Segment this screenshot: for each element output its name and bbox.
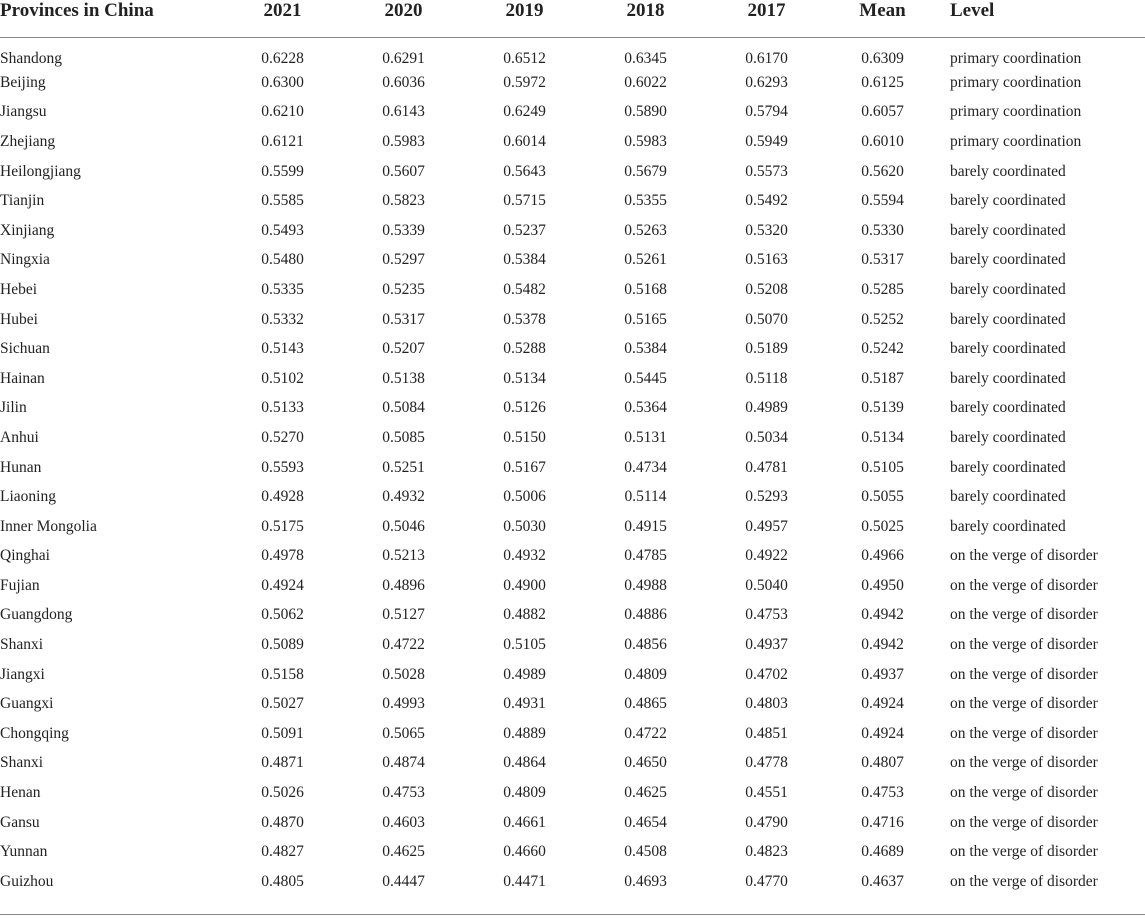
cell-2020: 0.4993 <box>382 695 425 713</box>
cell-2019: 0.5715 <box>503 192 546 210</box>
cell-level: barely coordinated <box>950 340 1066 358</box>
cell-2018: 0.4508 <box>624 843 667 861</box>
cell-2017: 0.4989 <box>745 399 788 417</box>
cell-province: Jiangsu <box>0 103 47 121</box>
cell-mean: 0.4942 <box>861 636 904 654</box>
cell-2020: 0.5084 <box>382 399 425 417</box>
cell-level: primary coordination <box>950 103 1082 121</box>
cell-2020: 0.5339 <box>382 221 425 239</box>
cell-province: Jiangxi <box>0 665 45 683</box>
table-row <box>0 482 1145 512</box>
cell-2020: 0.5046 <box>382 517 425 535</box>
cell-2017: 0.5034 <box>745 428 788 446</box>
cell-2017: 0.5040 <box>745 576 788 594</box>
header-mean: Mean <box>827 0 938 38</box>
cell-2019: 0.5378 <box>503 310 546 328</box>
cell-level: on the verge of disorder <box>950 784 1098 802</box>
table-row <box>0 394 1145 424</box>
cell-province: Shanxi <box>0 636 44 654</box>
cell-mean: 0.4966 <box>861 547 904 565</box>
cell-2018: 0.5384 <box>624 340 667 358</box>
cell-level: on the verge of disorder <box>950 754 1098 772</box>
cell-2020: 0.5983 <box>382 132 425 150</box>
cell-province: Gansu <box>0 813 40 831</box>
header-row <box>0 0 1145 38</box>
cell-2020: 0.5127 <box>382 606 425 624</box>
cell-2017: 0.6170 <box>745 50 788 67</box>
cell-level: on the verge of disorder <box>950 813 1098 831</box>
cell-2018: 0.4988 <box>624 576 667 594</box>
header-2018: 2018 <box>585 0 706 38</box>
cell-2021: 0.4805 <box>261 872 304 890</box>
cell-2017: 0.5163 <box>745 251 788 269</box>
cell-province: Tianjin <box>0 192 45 210</box>
cell-level: barely coordinated <box>950 221 1066 239</box>
cell-2017: 0.5949 <box>745 132 788 150</box>
table-row <box>0 423 1145 453</box>
cell-2020: 0.5028 <box>382 665 425 683</box>
cell-province: Sichuan <box>0 340 50 358</box>
cell-level: barely coordinated <box>950 458 1066 476</box>
cell-2018: 0.5263 <box>624 221 667 239</box>
table-row <box>0 778 1145 808</box>
cell-level: on the verge of disorder <box>950 872 1098 890</box>
cell-mean: 0.5055 <box>861 488 904 506</box>
cell-2019: 0.5972 <box>503 73 546 91</box>
cell-2021: 0.5599 <box>261 162 304 180</box>
cell-2020: 0.5065 <box>382 724 425 742</box>
cell-2017: 0.5070 <box>745 310 788 328</box>
cell-mean: 0.4937 <box>861 665 904 683</box>
cell-2017: 0.5293 <box>745 488 788 506</box>
table-row <box>0 98 1145 128</box>
cell-2018: 0.4722 <box>624 724 667 742</box>
cell-2018: 0.5131 <box>624 428 667 446</box>
cell-mean: 0.5620 <box>861 162 904 180</box>
cell-2019: 0.4471 <box>503 872 546 890</box>
cell-2020: 0.4753 <box>382 784 425 802</box>
cell-mean: 0.5594 <box>861 192 904 210</box>
cell-mean: 0.6010 <box>861 132 904 150</box>
cell-2020: 0.6036 <box>382 73 425 91</box>
cell-2019: 0.5030 <box>503 517 546 535</box>
cell-2020: 0.4603 <box>382 813 425 831</box>
cell-province: Jilin <box>0 399 27 417</box>
cell-province: Xinjiang <box>0 221 55 239</box>
cell-mean: 0.5105 <box>861 458 904 476</box>
cell-2017: 0.4702 <box>745 665 788 683</box>
cell-2019: 0.5150 <box>503 428 546 446</box>
cell-2021: 0.5270 <box>261 428 304 446</box>
cell-2017: 0.5320 <box>745 221 788 239</box>
cell-level: primary coordination <box>950 50 1082 67</box>
cell-2021: 0.5062 <box>261 606 304 624</box>
cell-mean: 0.5252 <box>861 310 904 328</box>
cell-2017: 0.4823 <box>745 843 788 861</box>
cell-2019: 0.4889 <box>503 724 546 742</box>
cell-2017: 0.5794 <box>745 103 788 121</box>
cell-province: Shandong <box>0 50 62 67</box>
cell-2021: 0.5027 <box>261 695 304 713</box>
cell-2021: 0.5143 <box>261 340 304 358</box>
cell-level: on the verge of disorder <box>950 724 1098 742</box>
cell-2021: 0.5102 <box>261 369 304 387</box>
cell-2019: 0.5105 <box>503 636 546 654</box>
cell-2020: 0.4625 <box>382 843 425 861</box>
cell-2020: 0.6143 <box>382 103 425 121</box>
cell-2017: 0.5492 <box>745 192 788 210</box>
cell-2018: 0.4915 <box>624 517 667 535</box>
cell-2018: 0.5890 <box>624 103 667 121</box>
cell-2019: 0.6014 <box>503 132 546 150</box>
cell-2021: 0.5089 <box>261 636 304 654</box>
cell-2017: 0.4781 <box>745 458 788 476</box>
cell-level: primary coordination <box>950 73 1082 91</box>
cell-2017: 0.4803 <box>745 695 788 713</box>
cell-level: on the verge of disorder <box>950 547 1098 565</box>
cell-2020: 0.5297 <box>382 251 425 269</box>
cell-2019: 0.4989 <box>503 665 546 683</box>
cell-level: primary coordination <box>950 132 1082 150</box>
cell-2021: 0.4870 <box>261 813 304 831</box>
table-row <box>0 305 1145 335</box>
cell-2017: 0.6293 <box>745 73 788 91</box>
cell-2021: 0.6228 <box>261 50 304 67</box>
cell-province: Henan <box>0 784 41 802</box>
cell-2018: 0.6022 <box>624 73 667 91</box>
cell-2021: 0.5158 <box>261 665 304 683</box>
cell-province: Chongqing <box>0 724 69 742</box>
table-body <box>0 38 1145 897</box>
cell-2021: 0.5332 <box>261 310 304 328</box>
cell-province: Beijing <box>0 73 46 91</box>
cell-2021: 0.5175 <box>261 517 304 535</box>
cell-2017: 0.5118 <box>745 369 788 387</box>
table-row <box>0 867 1145 897</box>
cell-2019: 0.4882 <box>503 606 546 624</box>
cell-2018: 0.5679 <box>624 162 667 180</box>
cell-2018: 0.5355 <box>624 192 667 210</box>
cell-mean: 0.4942 <box>861 606 904 624</box>
cell-mean: 0.6309 <box>861 50 904 67</box>
cell-province: Hubei <box>0 310 38 328</box>
cell-level: barely coordinated <box>950 192 1066 210</box>
cell-2018: 0.4886 <box>624 606 667 624</box>
cell-province: Qinghai <box>0 547 50 565</box>
cell-2021: 0.6121 <box>261 132 304 150</box>
cell-province: Guangdong <box>0 606 73 624</box>
header-province: Provinces in China <box>0 0 222 38</box>
cell-mean: 0.4689 <box>861 843 904 861</box>
table-row <box>0 157 1145 187</box>
cell-2018: 0.4654 <box>624 813 667 831</box>
cell-2018: 0.6345 <box>624 50 667 67</box>
cell-level: on the verge of disorder <box>950 843 1098 861</box>
cell-mean: 0.4716 <box>861 813 904 831</box>
cell-2018: 0.5165 <box>624 310 667 328</box>
header-2019: 2019 <box>464 0 585 38</box>
table-bottom-rule <box>0 914 1145 915</box>
header-level: Level <box>938 0 1145 38</box>
cell-2021: 0.5335 <box>261 280 304 298</box>
table-row <box>0 127 1145 157</box>
cell-province: Ningxia <box>0 251 50 269</box>
cell-2021: 0.5026 <box>261 784 304 802</box>
cell-2021: 0.6300 <box>261 73 304 91</box>
cell-2021: 0.4924 <box>261 576 304 594</box>
cell-2017: 0.4937 <box>745 636 788 654</box>
cell-2019: 0.4932 <box>503 547 546 565</box>
cell-2017: 0.4753 <box>745 606 788 624</box>
cell-mean: 0.5285 <box>861 280 904 298</box>
cell-2019: 0.5482 <box>503 280 546 298</box>
table-row <box>0 453 1145 483</box>
cell-mean: 0.5330 <box>861 221 904 239</box>
cell-2021: 0.6210 <box>261 103 304 121</box>
cell-2021: 0.5091 <box>261 724 304 742</box>
cell-province: Fujian <box>0 576 40 594</box>
cell-2018: 0.5445 <box>624 369 667 387</box>
cell-2019: 0.5167 <box>503 458 546 476</box>
cell-mean: 0.5139 <box>861 399 904 417</box>
table-row <box>0 719 1145 749</box>
cell-2019: 0.5288 <box>503 340 546 358</box>
cell-2017: 0.4778 <box>745 754 788 772</box>
cell-mean: 0.4637 <box>861 872 904 890</box>
table-row <box>0 334 1145 364</box>
cell-2018: 0.5168 <box>624 280 667 298</box>
cell-2018: 0.5983 <box>624 132 667 150</box>
cell-2019: 0.4809 <box>503 784 546 802</box>
cell-2019: 0.4661 <box>503 813 546 831</box>
cell-province: Shanxi <box>0 754 44 772</box>
cell-2019: 0.5643 <box>503 162 546 180</box>
table-row <box>0 542 1145 572</box>
cell-2017: 0.4551 <box>745 784 788 802</box>
cell-2019: 0.4660 <box>503 843 546 861</box>
cell-2021: 0.5480 <box>261 251 304 269</box>
table-row <box>0 749 1145 779</box>
table-row <box>0 275 1145 305</box>
cell-2020: 0.5251 <box>382 458 425 476</box>
cell-2021: 0.4928 <box>261 488 304 506</box>
cell-province: Anhui <box>0 428 39 446</box>
cell-2020: 0.5317 <box>382 310 425 328</box>
cell-2019: 0.5006 <box>503 488 546 506</box>
cell-2018: 0.5114 <box>624 488 667 506</box>
cell-2021: 0.4978 <box>261 547 304 565</box>
cell-2017: 0.4957 <box>745 517 788 535</box>
cell-2017: 0.5573 <box>745 162 788 180</box>
header-2017: 2017 <box>706 0 827 38</box>
cell-level: barely coordinated <box>950 310 1066 328</box>
cell-2017: 0.4851 <box>745 724 788 742</box>
table-row <box>0 601 1145 631</box>
table-row <box>0 186 1145 216</box>
cell-province: Zhejiang <box>0 132 56 150</box>
cell-2020: 0.4874 <box>382 754 425 772</box>
cell-level: on the verge of disorder <box>950 636 1098 654</box>
cell-2019: 0.5237 <box>503 221 546 239</box>
cell-level: barely coordinated <box>950 428 1066 446</box>
cell-mean: 0.4753 <box>861 784 904 802</box>
table-row <box>0 216 1145 246</box>
cell-province: Liaoning <box>0 488 56 506</box>
cell-mean: 0.4807 <box>861 754 904 772</box>
cell-province: Hunan <box>0 458 42 476</box>
cell-2017: 0.5208 <box>745 280 788 298</box>
header-2021: 2021 <box>222 0 343 38</box>
cell-2018: 0.4625 <box>624 784 667 802</box>
cell-2021: 0.5585 <box>261 192 304 210</box>
cell-2019: 0.6249 <box>503 103 546 121</box>
table-row <box>0 689 1145 719</box>
cell-province: Hebei <box>0 280 38 298</box>
table-row <box>0 512 1145 542</box>
cell-2020: 0.4932 <box>382 488 425 506</box>
cell-province: Guangxi <box>0 695 54 713</box>
table-row <box>0 246 1145 276</box>
cell-2020: 0.4447 <box>382 872 425 890</box>
cell-mean: 0.5317 <box>861 251 904 269</box>
table-row <box>0 38 1145 69</box>
cell-2019: 0.4900 <box>503 576 546 594</box>
cell-province: Guizhou <box>0 872 54 890</box>
cell-2020: 0.5085 <box>382 428 425 446</box>
cell-level: on the verge of disorder <box>950 606 1098 624</box>
cell-2017: 0.4770 <box>745 872 788 890</box>
cell-2020: 0.5235 <box>382 280 425 298</box>
table-row <box>0 68 1145 98</box>
cell-mean: 0.5134 <box>861 428 904 446</box>
header-2020: 2020 <box>343 0 464 38</box>
cell-level: barely coordinated <box>950 162 1066 180</box>
cell-mean: 0.4950 <box>861 576 904 594</box>
cell-2021: 0.5133 <box>261 399 304 417</box>
cell-level: barely coordinated <box>950 517 1066 535</box>
cell-mean: 0.4924 <box>861 695 904 713</box>
cell-mean: 0.5025 <box>861 517 904 535</box>
cell-level: barely coordinated <box>950 488 1066 506</box>
cell-2019: 0.6512 <box>503 50 546 67</box>
cell-province: Hainan <box>0 369 45 387</box>
cell-level: on the verge of disorder <box>950 576 1098 594</box>
cell-2020: 0.5213 <box>382 547 425 565</box>
cell-2020: 0.5138 <box>382 369 425 387</box>
cell-level: barely coordinated <box>950 399 1066 417</box>
cell-2019: 0.5384 <box>503 251 546 269</box>
table-row <box>0 630 1145 660</box>
cell-2020: 0.5823 <box>382 192 425 210</box>
cell-2020: 0.5207 <box>382 340 425 358</box>
cell-province: Yunnan <box>0 843 48 861</box>
cell-level: on the verge of disorder <box>950 665 1098 683</box>
cell-2018: 0.5364 <box>624 399 667 417</box>
cell-2021: 0.5493 <box>261 221 304 239</box>
cell-2018: 0.5261 <box>624 251 667 269</box>
table-header <box>0 0 1145 38</box>
cell-2018: 0.4650 <box>624 754 667 772</box>
cell-2021: 0.5593 <box>261 458 304 476</box>
cell-2018: 0.4856 <box>624 636 667 654</box>
cell-2018: 0.4809 <box>624 665 667 683</box>
cell-2020: 0.6291 <box>382 50 425 67</box>
table-row <box>0 808 1145 838</box>
cell-level: barely coordinated <box>950 251 1066 269</box>
cell-2019: 0.5134 <box>503 369 546 387</box>
cell-2019: 0.4931 <box>503 695 546 713</box>
cell-mean: 0.6057 <box>861 103 904 121</box>
cell-level: on the verge of disorder <box>950 695 1098 713</box>
cell-2020: 0.4896 <box>382 576 425 594</box>
cell-2017: 0.4922 <box>745 547 788 565</box>
cell-province: Heilongjiang <box>0 162 81 180</box>
cell-province: Inner Mongolia <box>0 517 97 535</box>
cell-2017: 0.4790 <box>745 813 788 831</box>
cell-2018: 0.4785 <box>624 547 667 565</box>
table-row <box>0 571 1145 601</box>
table-row <box>0 837 1145 867</box>
table-row <box>0 660 1145 690</box>
cell-level: barely coordinated <box>950 369 1066 387</box>
cell-2019: 0.4864 <box>503 754 546 772</box>
cell-2018: 0.4693 <box>624 872 667 890</box>
cell-2018: 0.4865 <box>624 695 667 713</box>
cell-mean: 0.6125 <box>861 73 904 91</box>
table-row <box>0 364 1145 394</box>
cell-level: barely coordinated <box>950 280 1066 298</box>
cell-mean: 0.5187 <box>861 369 904 387</box>
cell-2020: 0.4722 <box>382 636 425 654</box>
cell-2018: 0.4734 <box>624 458 667 476</box>
cell-2019: 0.5126 <box>503 399 546 417</box>
cell-mean: 0.4924 <box>861 724 904 742</box>
cell-2021: 0.4871 <box>261 754 304 772</box>
cell-mean: 0.5242 <box>861 340 904 358</box>
cell-2020: 0.5607 <box>382 162 425 180</box>
cell-2017: 0.5189 <box>745 340 788 358</box>
cell-2021: 0.4827 <box>261 843 304 861</box>
